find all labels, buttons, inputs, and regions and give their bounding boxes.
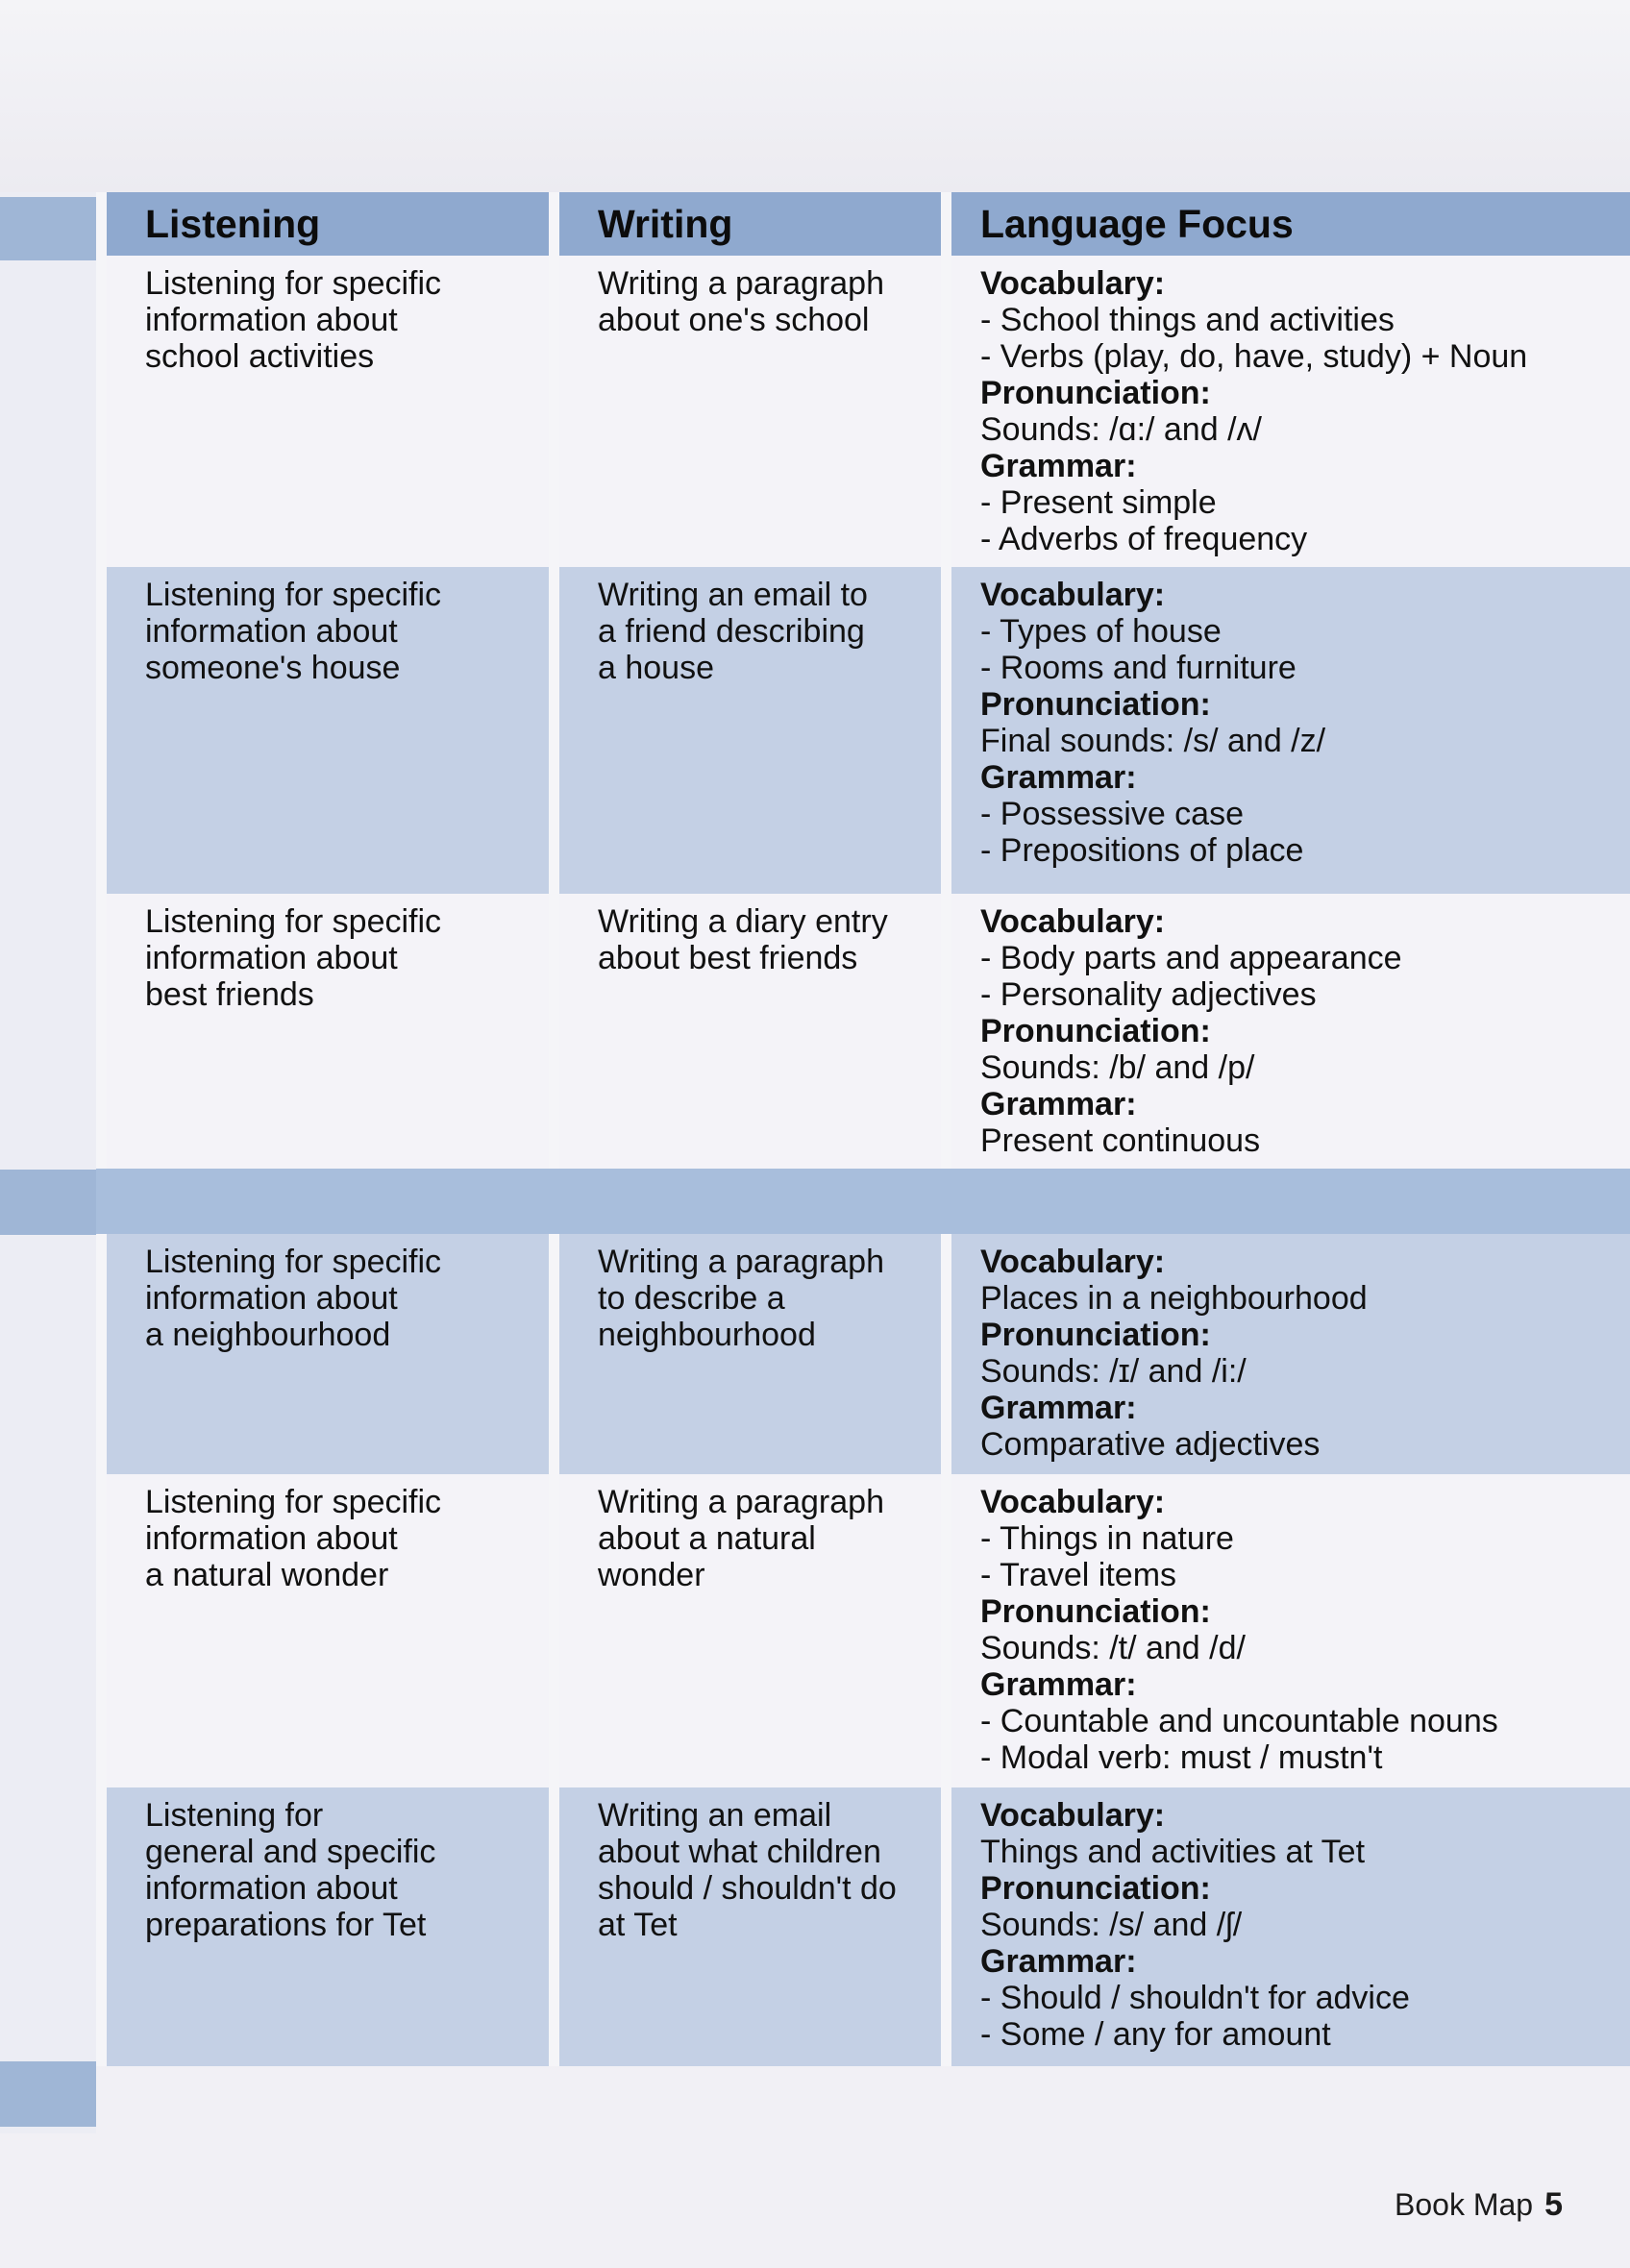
focus-item: Sounds: /t/ and /d/ (980, 1630, 1246, 1666)
focus-item: Things and activities at Tet (980, 1834, 1366, 1870)
listening-cell-line: someone's house (145, 650, 401, 686)
table-body (96, 256, 1630, 2066)
writing-cell-line: neighbourhood (598, 1317, 816, 1353)
page-footer (1395, 2186, 1563, 2224)
section-heading: Pronunciation: (980, 1013, 1211, 1049)
left-margin-strip (0, 192, 96, 2133)
table-row (96, 256, 1630, 567)
focus-item: Comparative adjectives (980, 1426, 1321, 1463)
writing-cell-line: about what children (598, 1834, 881, 1870)
section-heading: Grammar: (980, 1390, 1137, 1426)
listening-cell (96, 1474, 549, 1787)
writing-cell-line: Writing a diary entry (598, 903, 888, 940)
listening-cell (96, 567, 549, 894)
listening-cell-line: Listening for specific (145, 577, 442, 613)
focus-item: Sounds: /s/ and /ʃ/ (980, 1907, 1243, 1943)
focus-item: - Types of house (980, 613, 1222, 650)
listening-cell-line: information about (145, 940, 398, 976)
table-row (96, 1787, 1630, 2066)
listening-cell-line: information about (145, 613, 398, 650)
header-writing: Writing (549, 192, 941, 256)
writing-cell (549, 894, 941, 1169)
writing-cell (549, 1787, 941, 2066)
book-map-table (96, 192, 1630, 2066)
focus-item: Places in a neighbourhood (980, 1280, 1368, 1317)
listening-cell-line: Listening for specific (145, 1484, 442, 1520)
left-header-tab (0, 197, 96, 260)
header-language-focus: Language Focus (941, 192, 1630, 256)
listening-cell-line: information about (145, 1870, 398, 1907)
writing-cell-line: Writing an email to (598, 577, 868, 613)
focus-item: Final sounds: /s/ and /z/ (980, 723, 1326, 759)
listening-cell-line: Listening for specific (145, 903, 442, 940)
writing-cell-line: to describe a (598, 1280, 785, 1317)
focus-item: Sounds: /ɑ:/ and /ʌ/ (980, 411, 1262, 448)
focus-item: - Possessive case (980, 796, 1244, 832)
listening-cell (96, 1234, 549, 1474)
writing-cell-line: should / shouldn't do (598, 1870, 897, 1907)
section-heading: Pronunciation: (980, 1317, 1211, 1353)
writing-cell-line: a friend describing (598, 613, 865, 650)
listening-cell (96, 894, 549, 1169)
writing-cell-line: a house (598, 650, 714, 686)
language-focus-cell (941, 256, 1630, 567)
focus-item: - Travel items (980, 1557, 1177, 1593)
language-focus-cell (941, 894, 1630, 1169)
section-heading: Vocabulary: (980, 265, 1166, 302)
focus-item: - Verbs (play, do, have, study) + Noun (980, 338, 1528, 375)
writing-cell-line: about a natural (598, 1520, 816, 1557)
book-map-table-area (96, 192, 1630, 2066)
table-row (96, 1474, 1630, 1787)
listening-cell-line: information about (145, 302, 398, 338)
table-row (96, 894, 1630, 1169)
listening-cell-line: Listening for (145, 1797, 324, 1834)
writing-cell (549, 1474, 941, 1787)
section-heading: Pronunciation: (980, 1593, 1211, 1630)
focus-item: - Modal verb: must / mustn't (980, 1739, 1383, 1776)
page-number: 5 (1544, 2186, 1563, 2223)
focus-item: - Rooms and furniture (980, 650, 1297, 686)
writing-cell-line: Writing a paragraph (598, 1244, 884, 1280)
section-heading: Grammar: (980, 1943, 1137, 1980)
focus-item: Sounds: /b/ and /p/ (980, 1049, 1255, 1086)
focus-item: - Body parts and appearance (980, 940, 1402, 976)
listening-cell-line: a natural wonder (145, 1557, 389, 1593)
focus-item: - Things in nature (980, 1520, 1234, 1557)
focus-item: - Adverbs of frequency (980, 521, 1308, 557)
page-top-margin (0, 0, 1630, 192)
focus-item: - Some / any for amount (980, 2016, 1331, 2053)
section-heading: Vocabulary: (980, 577, 1166, 613)
section-heading: Vocabulary: (980, 1244, 1166, 1280)
section-heading: Pronunciation: (980, 375, 1211, 411)
section-heading: Vocabulary: (980, 1484, 1166, 1520)
footer-label: Book Map (1395, 2187, 1534, 2222)
listening-cell-line: Listening for specific (145, 1244, 442, 1280)
section-heading: Grammar: (980, 1086, 1137, 1122)
focus-item: - Personality adjectives (980, 976, 1317, 1013)
focus-item: - Present simple (980, 484, 1217, 521)
focus-item: Sounds: /ɪ/ and /i:/ (980, 1353, 1247, 1390)
listening-cell-line: best friends (145, 976, 314, 1013)
listening-cell-line: information about (145, 1280, 398, 1317)
focus-item: - Prepositions of place (980, 832, 1304, 869)
writing-cell-line: Writing a paragraph (598, 1484, 884, 1520)
listening-cell-line: school activities (145, 338, 375, 375)
listening-cell-line: a neighbourhood (145, 1317, 391, 1353)
writing-cell-line: at Tet (598, 1907, 678, 1943)
focus-item: - Should / shouldn't for advice (980, 1980, 1410, 2016)
section-heading: Pronunciation: (980, 1870, 1211, 1907)
writing-cell (549, 256, 941, 567)
listening-cell-line: Listening for specific (145, 265, 442, 302)
left-bottom-tab (0, 2061, 96, 2127)
writing-cell (549, 567, 941, 894)
listening-cell-line: information about (145, 1520, 398, 1557)
section-heading: Vocabulary: (980, 1797, 1166, 1834)
unit-divider-row (96, 1169, 1630, 1234)
listening-cell-line: general and specific (145, 1834, 436, 1870)
focus-item: - Countable and uncountable nouns (980, 1703, 1498, 1739)
writing-cell-line: about one's school (598, 302, 870, 338)
table-header-row (96, 192, 1630, 256)
writing-cell (549, 1234, 941, 1474)
listening-cell (96, 256, 549, 567)
header-listening: Listening (96, 192, 549, 256)
writing-cell-line: wonder (598, 1557, 705, 1593)
section-heading: Vocabulary: (980, 903, 1166, 940)
writing-cell-line: Writing an email (598, 1797, 832, 1834)
language-focus-cell (941, 1234, 1630, 1474)
listening-cell-line: preparations for Tet (145, 1907, 427, 1943)
section-heading: Grammar: (980, 448, 1137, 484)
writing-cell-line: about best friends (598, 940, 858, 976)
section-heading: Grammar: (980, 759, 1137, 796)
writing-cell-line: Writing a paragraph (598, 265, 884, 302)
focus-item: Present continuous (980, 1122, 1261, 1159)
language-focus-cell (941, 1787, 1630, 2066)
section-heading: Pronunciation: (980, 686, 1211, 723)
focus-item: - School things and activities (980, 302, 1395, 338)
table-row (96, 567, 1630, 894)
listening-cell (96, 1787, 549, 2066)
language-focus-cell (941, 1474, 1630, 1787)
section-heading: Grammar: (980, 1666, 1137, 1703)
language-focus-cell (941, 567, 1630, 894)
left-divider-tab (0, 1170, 96, 1235)
table-row (96, 1234, 1630, 1474)
unit-divider (96, 1169, 1630, 1234)
